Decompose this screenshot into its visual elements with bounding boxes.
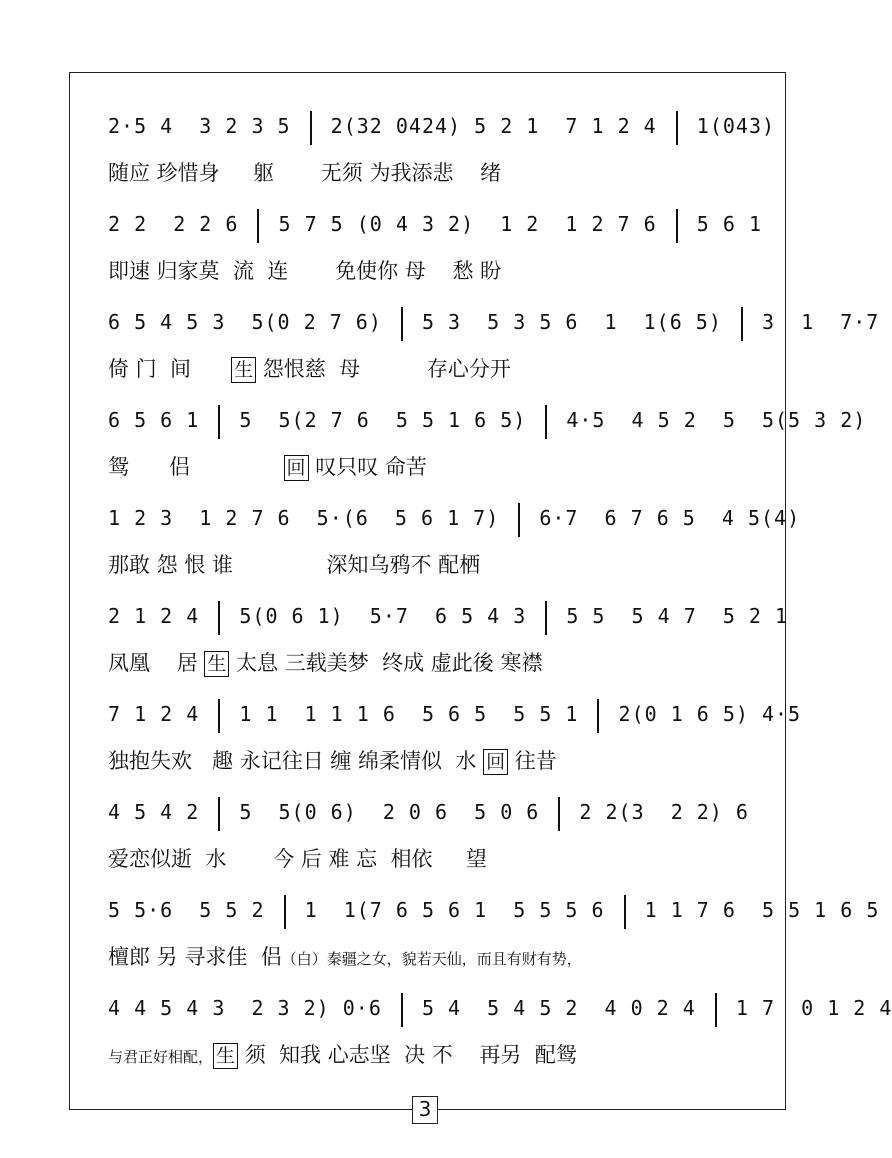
measure-group: 2·5 4 3 2 3 5 bbox=[108, 114, 304, 138]
measure-group: 5(0 6 1) 5·7 6 5 4 3 bbox=[226, 604, 540, 628]
bar-line bbox=[218, 699, 220, 733]
notation-line bbox=[108, 108, 776, 148]
lyrics-line bbox=[108, 744, 748, 778]
measure-group: 5 5 5 4 7 5 2 1 bbox=[553, 604, 789, 628]
notation-line bbox=[108, 402, 867, 442]
measure-group: 1 1 1 1 1 6 5 6 5 5 5 1 bbox=[226, 702, 592, 726]
lyrics-text: 爱恋似逝 水 今 后 难 忘 相依 望 bbox=[108, 847, 487, 871]
measure-group: 5 7 5 (0 4 3 2) 1 2 1 2 7 6 bbox=[265, 212, 670, 236]
lyric-segment: 往昔 bbox=[508, 749, 557, 773]
role-marker: 回 bbox=[483, 749, 508, 775]
lyrics-line bbox=[108, 842, 748, 876]
lyric-segment: 凤凰 居 bbox=[108, 651, 205, 675]
lyrics-text bbox=[108, 749, 557, 773]
measure-group: 1 2 3 1 2 7 6 5·(6 5 6 1 7) bbox=[108, 506, 513, 530]
lyric-segment: 倚 门 间 bbox=[108, 357, 232, 381]
lyrics-text: 随应 珍惜身 躯 无须 为我添悲 绪 bbox=[108, 161, 502, 185]
measure-group: 1(043) bbox=[683, 114, 776, 138]
measure-group: 6 5 6 1 bbox=[108, 408, 213, 432]
measure-group: 2 2(3 2 2) 6 bbox=[566, 800, 749, 824]
page-number: 3 bbox=[412, 1096, 438, 1124]
measure-group: 5 5(2 7 6 5 5 1 6 5) bbox=[226, 408, 540, 432]
bar-line bbox=[401, 307, 403, 341]
bar-line bbox=[741, 307, 743, 341]
bar-line bbox=[545, 405, 547, 439]
lyrics-line bbox=[108, 352, 748, 386]
lyrics-text: 那敢 怨 恨 谁 深知乌鸦不 配栖 bbox=[108, 553, 481, 577]
bar-line bbox=[545, 601, 547, 635]
measure-group: 5 3 5 3 5 6 1 1(6 5) bbox=[408, 310, 735, 334]
measure-group: 5 6 1 bbox=[683, 212, 762, 236]
lyric-segment: 独抱失欢 趣 永记往日 缠 绵柔情似 水 bbox=[108, 749, 484, 773]
notation-line bbox=[108, 500, 801, 540]
lyric-segment: 太息 三载美梦 终成 虚此後 寒襟 bbox=[229, 651, 543, 675]
notation-line bbox=[108, 598, 789, 638]
notation-line bbox=[108, 696, 802, 736]
notation-line bbox=[108, 206, 762, 246]
bar-line bbox=[218, 797, 220, 831]
lyrics-lead: 与君正好相配， bbox=[108, 1048, 214, 1066]
lyric-segment: 鸳 侣 bbox=[108, 455, 284, 479]
measure-group: 2(0 1 6 5) 4·5 bbox=[605, 702, 802, 726]
measure-group: 5 4 5 4 5 2 4 0 2 4 bbox=[408, 996, 709, 1020]
measure-group: 4 5 4 2 bbox=[108, 800, 213, 824]
lyrics-text: 即速 归家莫 流 连 免使你 母 愁 盼 bbox=[108, 259, 502, 283]
lyric-segment: 叹只叹 命苦 bbox=[308, 455, 427, 479]
notation-line bbox=[108, 794, 748, 834]
bar-line bbox=[624, 895, 626, 929]
measure-group: 2 2 2 2 6 bbox=[108, 212, 252, 236]
bar-line bbox=[676, 209, 678, 243]
measure-group: 6·7 6 7 6 5 4 5(4) bbox=[526, 506, 801, 530]
role-marker: 生 bbox=[213, 1043, 238, 1069]
notation-line bbox=[108, 990, 892, 1030]
bar-line bbox=[715, 993, 717, 1027]
lyrics-line bbox=[108, 254, 748, 288]
lyrics-line bbox=[108, 646, 748, 680]
lyrics-text bbox=[108, 651, 542, 675]
bar-line bbox=[558, 797, 560, 831]
role-marker: 回 bbox=[284, 455, 309, 481]
notation-line bbox=[108, 304, 880, 344]
bar-line bbox=[401, 993, 403, 1027]
lyrics-line bbox=[108, 156, 748, 190]
lyrics-line bbox=[108, 450, 748, 484]
lyric-segment: 须 知我 心志坚 决 不 再另 配鸳 bbox=[238, 1043, 577, 1067]
lyrics-line bbox=[108, 940, 748, 974]
measure-group: 7 1 2 4 bbox=[108, 702, 213, 726]
measure-group: 2 1 2 4 bbox=[108, 604, 213, 628]
bar-line bbox=[218, 405, 220, 439]
lyrics-text bbox=[108, 357, 511, 381]
lyrics-text bbox=[213, 1043, 577, 1067]
measure-group: 1 1(7 6 5 6 1 5 5 5 6 bbox=[291, 898, 618, 922]
measure-group: 5 5·6 5 5 2 bbox=[108, 898, 278, 922]
role-marker: 生 bbox=[204, 651, 229, 677]
bar-line bbox=[257, 209, 259, 243]
lyrics-text: 檀郎 另 寻求佳 侣 bbox=[108, 945, 282, 969]
bar-line bbox=[218, 601, 220, 635]
spoken-line: （白）秦疆之女，貌若天仙，而且有财有势， bbox=[281, 950, 582, 968]
measure-group: 4·5 4 5 2 5 5(5 3 2) bbox=[553, 408, 867, 432]
lyrics-line bbox=[108, 548, 748, 582]
bar-line bbox=[310, 111, 312, 145]
measure-group: 5 5(0 6) 2 0 6 5 0 6 bbox=[226, 800, 553, 824]
notation-line bbox=[108, 892, 880, 932]
bar-line bbox=[597, 699, 599, 733]
measure-group: 3 1 7·7 bbox=[748, 310, 880, 334]
lyric-segment: 怨恨慈 母 存心分开 bbox=[256, 357, 511, 381]
lyrics-line bbox=[108, 1038, 748, 1072]
measure-group: 1 1 7 6 5 5 1 6 5 bbox=[631, 898, 880, 922]
role-marker: 生 bbox=[231, 357, 256, 383]
measure-group: 1 7 0 1 2 4 bbox=[722, 996, 892, 1020]
lyrics-text bbox=[108, 455, 427, 479]
bar-line bbox=[676, 111, 678, 145]
measure-group: 4 4 5 4 3 2 3 2) 0·6 bbox=[108, 996, 395, 1020]
measure-group: 6 5 4 5 3 5(0 2 7 6) bbox=[108, 310, 395, 334]
bar-line bbox=[518, 503, 520, 537]
bar-line bbox=[284, 895, 286, 929]
measure-group: 2(32 0424) 5 2 1 7 1 2 4 bbox=[317, 114, 670, 138]
